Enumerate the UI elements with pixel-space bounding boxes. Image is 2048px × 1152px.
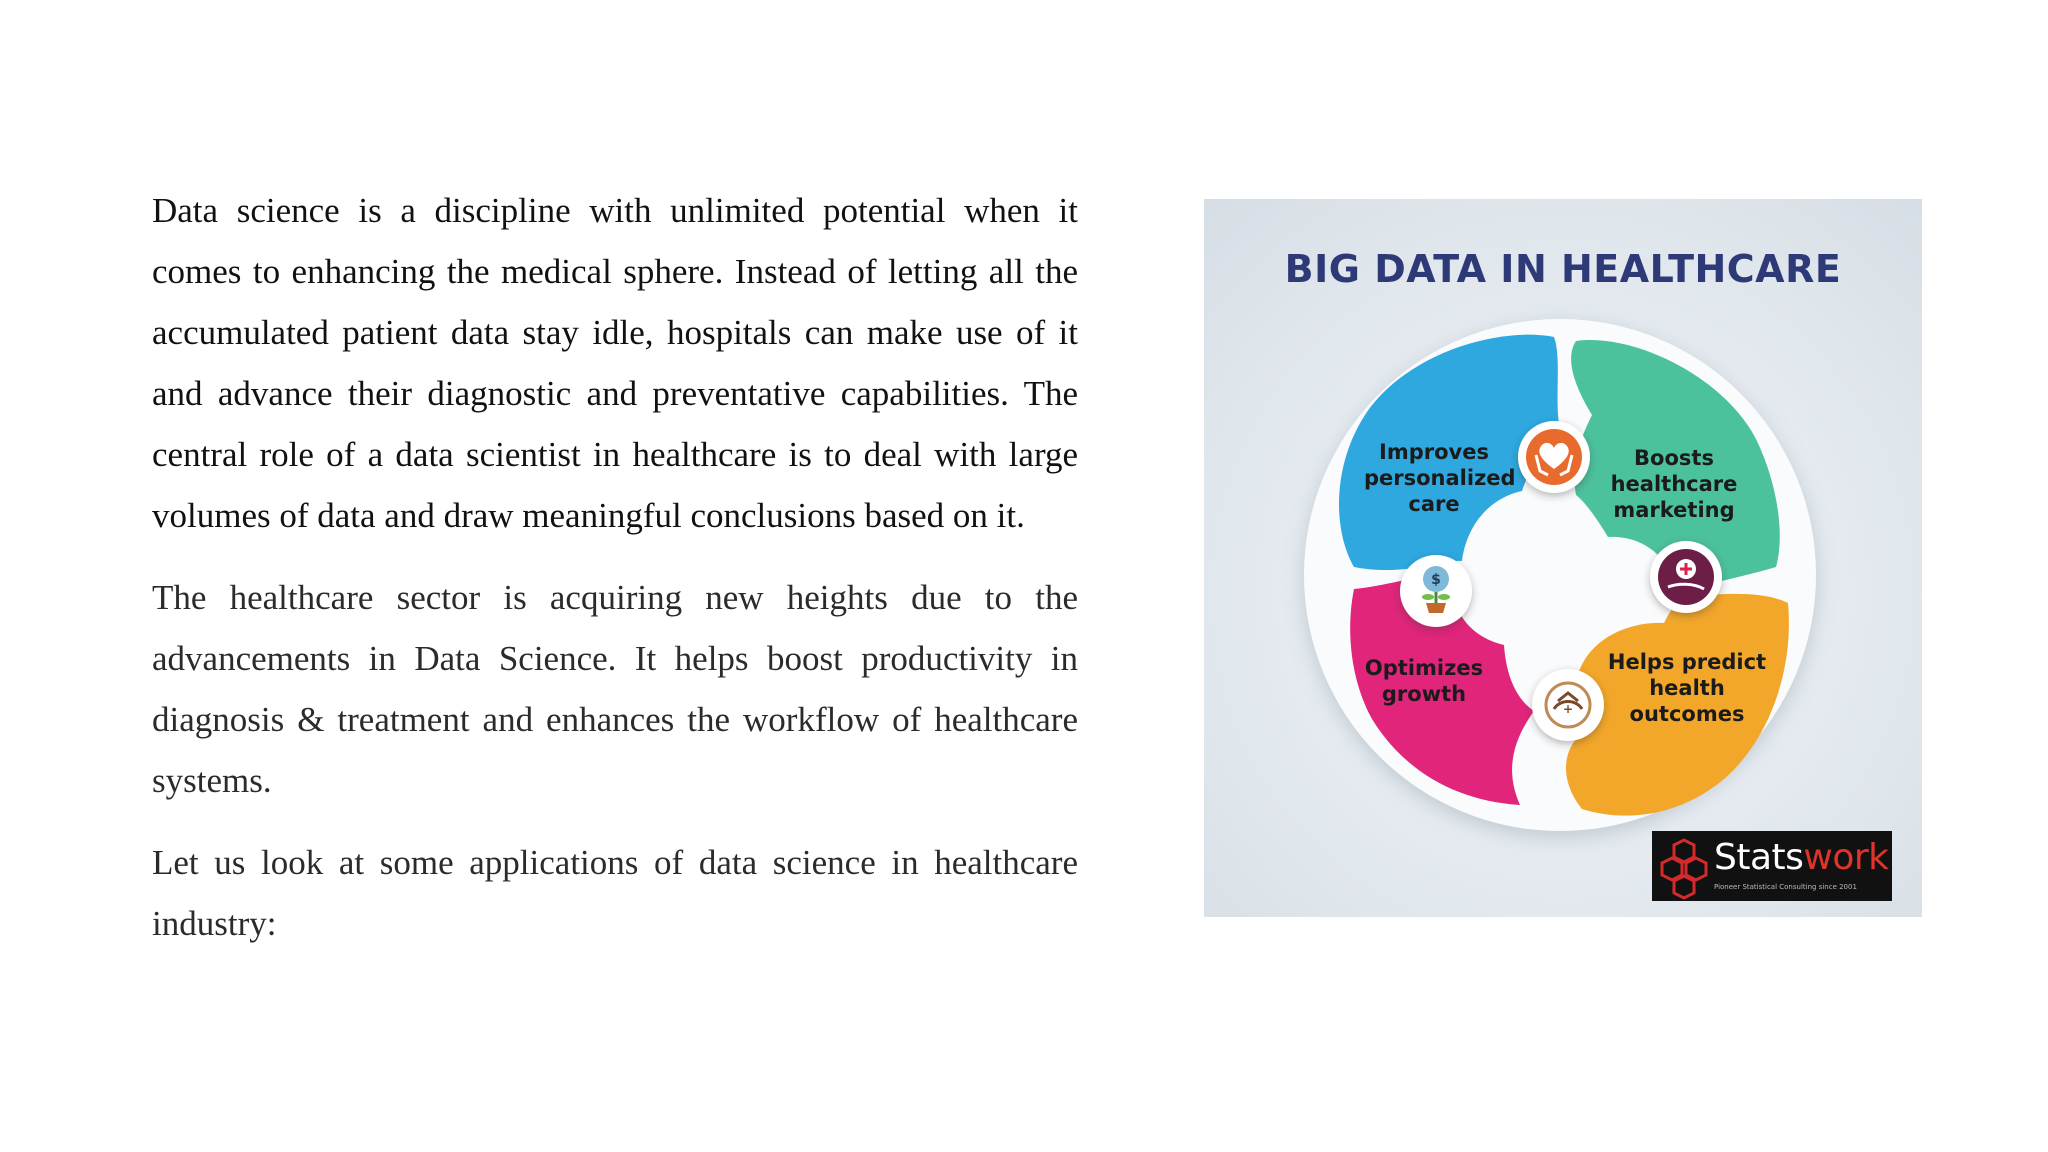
svg-text:$: $	[1431, 572, 1441, 588]
paragraph-intro: Data science is a discipline with unlimited potential when it comes to enhancing the medical sphere. Instead of letting all the accumulated patient data stay idle, hospitals can make use of it and advance their diagnostic and preventative capabilities. The central role of a data scientist in healthcare is to deal with large volumes of data and draw meaningful conclusions based on it.	[152, 191, 1078, 535]
paragraph-applications: Let us look at some applications of data science in healthcare industry:	[152, 843, 1078, 943]
handshake-icon	[1532, 669, 1604, 741]
statswork-wordmark: Statswork	[1714, 837, 1889, 878]
label-helps-predict-health-outcomes: Helps predict health outcomes	[1607, 650, 1767, 726]
label-optimizes-growth: Optimizes growth	[1364, 656, 1484, 706]
big-data-infographic	[1204, 199, 1922, 917]
infographic-title: BIG DATA IN HEALTHCARE	[1284, 247, 1842, 291]
statswork-logo	[1652, 831, 1892, 901]
body-text	[152, 180, 1078, 975]
hand-medical-cross-icon	[1650, 541, 1722, 613]
money-plant-icon	[1400, 555, 1472, 627]
infographic-graphic	[1204, 199, 1922, 917]
label-improves-personalized-care: Improves personalized care	[1364, 440, 1516, 516]
hands-heart-icon	[1518, 421, 1590, 493]
statswork-cubes-icon	[1652, 831, 1712, 901]
label-boosts-healthcare-marketing: Boosts healthcare marketing	[1610, 446, 1738, 522]
statswork-tagline: Pioneer Statistical Consulting since 2001	[1714, 883, 1857, 891]
paragraph-healthcare-sector: The healthcare sector is acquiring new heights due to the advancements in Data Science. It helps boost productivity in diagnosis & treatment and enhances the workflow of healthcare systems.	[152, 578, 1078, 800]
svg-text:+: +	[1562, 702, 1574, 716]
